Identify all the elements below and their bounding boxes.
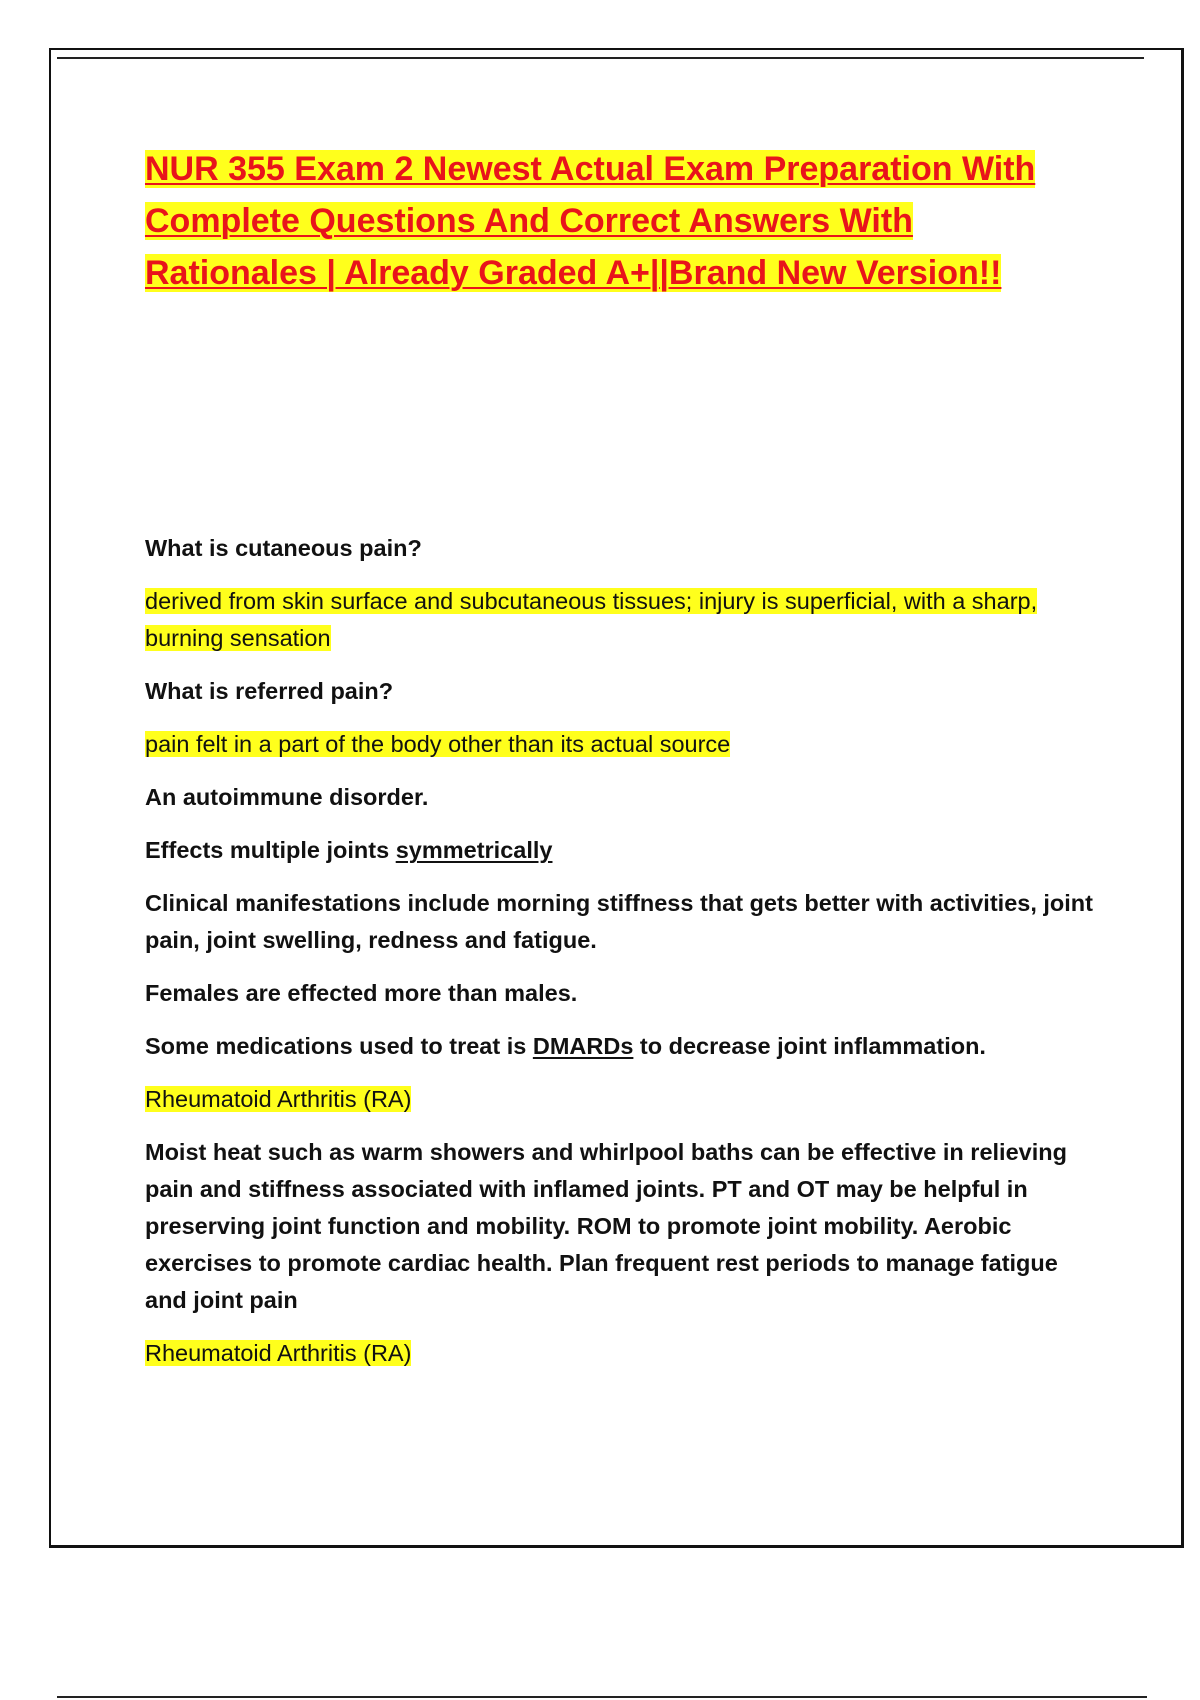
answer-rheumatoid-arthritis-2 bbox=[145, 1335, 1105, 1372]
bottom-rule bbox=[57, 1696, 1147, 1698]
ra-clue-dmards: DMARDs bbox=[532, 1033, 634, 1059]
question-cutaneous-pain: What is cutaneous pain? bbox=[145, 535, 422, 561]
answer-referred-pain-text: pain felt in a part of the body other than its actual source bbox=[145, 731, 731, 757]
ra-clue-medications bbox=[145, 1028, 1105, 1065]
answer-referred-pain bbox=[145, 726, 1105, 763]
question-referred-pain: What is referred pain? bbox=[145, 678, 394, 704]
ra-clue-symmetrically: symmetrically bbox=[395, 837, 553, 863]
ra-clue-joints bbox=[145, 832, 1105, 869]
answer-rheumatoid-arthritis-2-text: Rheumatoid Arthritis (RA) bbox=[145, 1340, 412, 1366]
document-title-text: NUR 355 Exam 2 Newest Actual Exam Preparation With Complete Questions And Correct Answers With Rationales | Already Graded A+||Brand New Version!! bbox=[145, 150, 1036, 292]
ra-clue-manifestations: Clinical manifestations include morning stiffness that gets better with activities, joint pain, joint swelling, redness and fatigue. bbox=[145, 890, 1093, 953]
answer-cutaneous-pain-text: derived from skin surface and subcutaneous tissues; injury is superficial, with a sharp, burning sensation bbox=[145, 588, 1038, 651]
top-rule bbox=[57, 57, 1144, 59]
ra-clue-females: Females are effected more than males. bbox=[145, 980, 578, 1006]
answer-cutaneous-pain bbox=[145, 583, 1105, 657]
ra-care-question: Moist heat such as warm showers and whirlpool baths can be effective in relieving pain and stiffness associated with inflamed joints. PT and OT may be helpful in preserving joint function and mobility. ROM to promote joint mobility. Aerobic exercises to promote cardiac health. Plan frequent rest periods to manage fatigue and joint pain bbox=[145, 1139, 1067, 1313]
qa-content bbox=[145, 530, 1105, 1388]
document-title bbox=[145, 143, 1085, 299]
ra-clue-autoimmune: An autoimmune disorder. bbox=[145, 784, 429, 810]
answer-rheumatoid-arthritis-1 bbox=[145, 1081, 1105, 1118]
ra-clue-medications-post: to decrease joint inflammation. bbox=[633, 1033, 986, 1059]
ra-clue-joints-text: Effects multiple joints bbox=[145, 837, 396, 863]
answer-rheumatoid-arthritis-1-text: Rheumatoid Arthritis (RA) bbox=[145, 1086, 412, 1112]
ra-clue-medications-pre: Some medications used to treat is bbox=[145, 1033, 533, 1059]
